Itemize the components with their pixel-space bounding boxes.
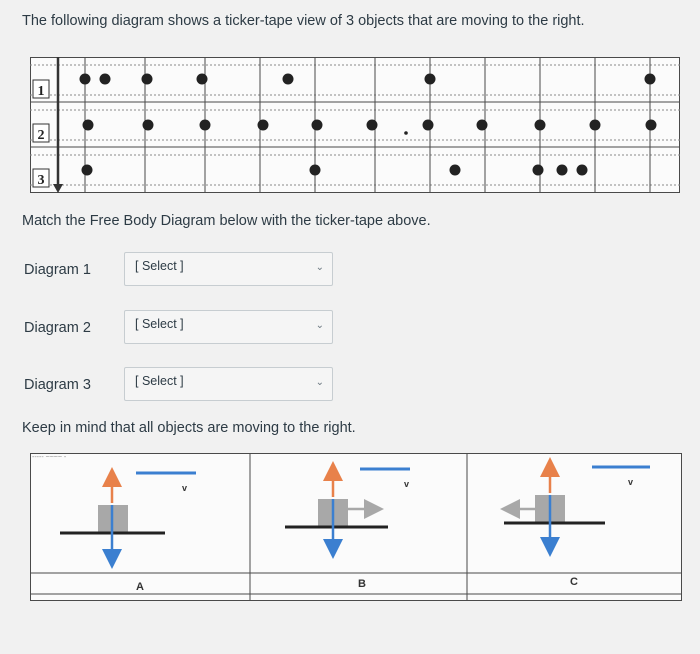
diagram-3-select[interactable]	[124, 367, 333, 401]
answer-row-1	[24, 252, 324, 288]
ticker-tape-diagram	[30, 57, 680, 193]
velocity-label-c: v	[628, 477, 634, 487]
diagram-1-label: Diagram 1	[24, 262, 91, 278]
svg-text:----- ~~~~ -: ----- ~~~~ -	[32, 454, 67, 461]
row-label-2: 2	[37, 128, 45, 143]
reminder-text: Keep in mind that all objects are moving to the right.	[22, 420, 356, 436]
fbd-svg	[30, 453, 682, 601]
diagram-2-select-value: [ Select ]	[135, 317, 184, 331]
row-label-1: 1	[37, 84, 45, 99]
ticker-tape-svg	[30, 57, 680, 193]
row-label-3: 3	[37, 173, 45, 188]
diagram-3-label: Diagram 3	[24, 377, 91, 393]
diagram-3-select-value: [ Select ]	[135, 374, 184, 388]
chevron-down-icon: ⌄	[315, 320, 324, 331]
chevron-down-icon: ⌄	[315, 377, 324, 388]
velocity-label-b: v	[404, 479, 410, 489]
diagram-2-select[interactable]	[124, 310, 333, 344]
panel-letter-a: A	[136, 581, 144, 593]
chevron-down-icon: ⌄	[315, 262, 324, 273]
free-body-diagrams	[30, 453, 682, 601]
answer-row-2	[24, 310, 324, 346]
question-intro: The following diagram shows a ticker-tape view of 3 objects that are moving to the right.	[22, 13, 585, 29]
panel-letter-b: B	[358, 578, 366, 590]
diagram-1-select-value: [ Select ]	[135, 259, 184, 273]
diagram-1-select[interactable]	[124, 252, 333, 286]
match-instructions: Match the Free Body Diagram below with the ticker-tape above.	[22, 213, 431, 229]
diagram-2-label: Diagram 2	[24, 320, 91, 336]
velocity-label-a: v	[182, 483, 188, 493]
panel-letter-c: C	[570, 576, 578, 588]
answer-row-3	[24, 367, 324, 403]
